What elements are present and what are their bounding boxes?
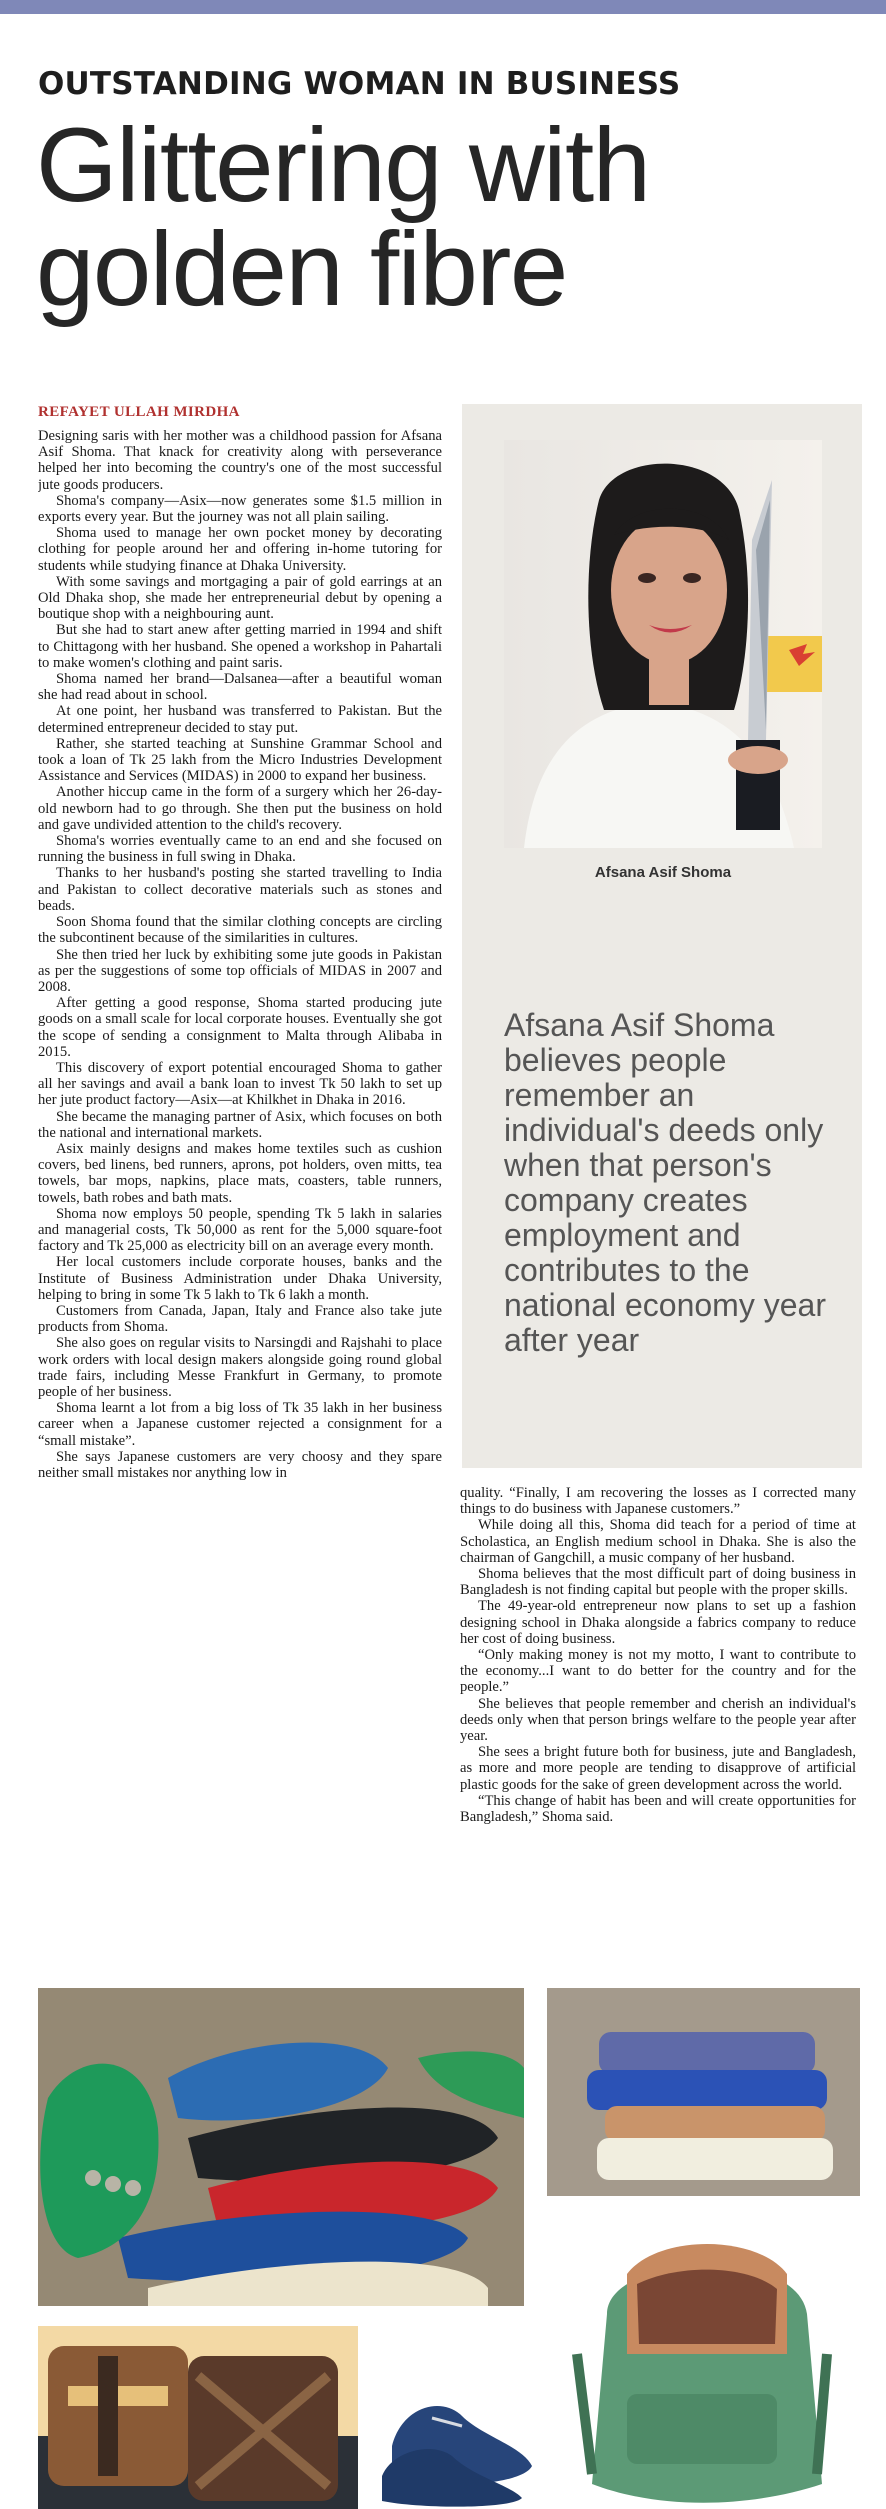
article-paragraph: This discovery of export potential encouraged Shoma to gather all her savings and avail a bank loan to invest Tk 50 lakh to set up her jute product factory—Asix—at Khilkhet in Dhaka in 2016. xyxy=(38,1059,442,1109)
article-paragraph: She sees a bright future both for business, jute and Bangladesh, as more and more people are tending to disapprove of artificial plastic goods for the sake of green development across the world. xyxy=(460,1744,856,1793)
article-paragraph: She believes that people remember and cherish an individual's deeds only when that person brings welfare to the people year after year. xyxy=(460,1695,856,1745)
article-paragraph: She became the managing partner of Asix, which focuses on both the national and international markets. xyxy=(38,1108,442,1141)
article-paragraph: The 49-year-old entrepreneur now plans to set up a fashion designing school in Dhaka alongside a fabrics company to reduce her cost of doing business. xyxy=(460,1598,856,1647)
article-paragraph: She says Japanese customers are very choosy and they spare neither small mistakes nor anything low in xyxy=(38,1448,442,1481)
headline xyxy=(36,107,650,328)
article-paragraph: “This change of habit has been and will create opportunities for Bangladesh,” Shoma said. xyxy=(460,1792,856,1826)
headline-line-2: golden fibre xyxy=(36,210,567,328)
article-paragraph: Shoma's company—Asix—now generates some $1.5 million in exports every year. But the journey was not all plain sailing. xyxy=(38,492,442,526)
article-paragraph: While doing all this, Shoma did teach for a period of time at Scholastica, an English medium school in Dhaka. She is also the chairman of Gangchill, a music company of her husband. xyxy=(460,1517,856,1566)
article-paragraph: Her local customers include corporate houses, banks and the Institute of Business Administration under Dhaka University, helping to bring in some Tk 5 lakh to Tk 6 lakh a month. xyxy=(38,1254,442,1303)
article-paragraph: Asix mainly designs and makes home textiles such as cushion covers, bed linens, bed runners, aprons, pot holders, oven mitts, tea towels, bar mops, napkins, place mats, coasters, table runners, towels, bath robes and bath mats. xyxy=(38,1140,442,1206)
article-paragraph: But she had to start anew after getting married in 1994 and shift to Chittagong with her husband. She opened a workshop in Pahartali to make women's clothing and paint saris. xyxy=(38,622,442,671)
article-paragraph: quality. “Finally, I am recovering the losses as I corrected many things to do business with Japanese customers.” xyxy=(460,1485,856,1518)
article-paragraph: Customers from Canada, Japan, Italy and France also take jute products from Shoma. xyxy=(38,1302,442,1336)
article-paragraph: At one point, her husband was transferred to Pakistan. But the determined entrepreneur decided to stay put. xyxy=(38,703,442,736)
article-paragraph: Thanks to her husband's posting she started travelling to India and Pakistan to collect decorative materials such as stones and beads. xyxy=(38,865,442,914)
byline: REFAYET ULLAH MIRDHA xyxy=(38,404,240,420)
article-paragraph: She then tried her luck by exhibiting some jute goods in Pakistan as per the suggestions of some top officials of MIDAS in 2007 and 2008. xyxy=(38,946,442,995)
article-paragraph: After getting a good response, Shoma started producing jute goods on a small scale for local corporate houses. Eventually she got the scope of sending a consignment to Malta through Alibaba in 2015. xyxy=(38,995,442,1060)
article-paragraph: With some savings and mortgaging a pair of gold earrings at an Old Dhaka shop, she made her entrepreneurial debut by opening a boutique shop with a neighbouring aunt. xyxy=(38,573,442,623)
article-paragraph: Designing saris with her mother was a childhood passion for Afsana Asif Shoma. That knack for creativity along with perseverance helped her into becoming the country's one of the most successful jute goods producers. xyxy=(38,428,442,493)
pull-quote: Afsana Asif Shoma believes people remember an individual's deeds only when that person's company creates employment and contributes to the national economy year after year xyxy=(504,1007,826,1358)
article-paragraph: Shoma learnt a lot from a big loss of Tk 35 lakh in her business career when a Japanese customer rejected a consignment for a “small mistake”. xyxy=(38,1400,442,1449)
article-paragraph: Shoma believes that the most difficult part of doing business in Bangladesh is not finding capital but people with the proper skills. xyxy=(460,1566,856,1599)
article-paragraph: Shoma used to manage her own pocket money by decorating clothing for people around her and offering in-home tutoring for students while studying finance at Dhaka University. xyxy=(38,525,442,574)
article-paragraph: Shoma now employs 50 people, spending Tk 5 lakh in salaries and managerial costs, Tk 50,000 as rent for the 5,000 square-foot factory and Tk 25,000 as electricity bill on an average every month. xyxy=(38,1205,442,1255)
backpack-photo xyxy=(547,2214,860,2509)
sidebar-panel xyxy=(462,404,862,1468)
towels-photo xyxy=(547,1988,860,2196)
cushions-photo xyxy=(38,2326,358,2509)
article-column-1 xyxy=(38,428,442,1966)
top-rule xyxy=(0,0,886,14)
article-paragraph: “Only making money is not my motto, I want to contribute to the economy...I want to do better for the country and for the people.” xyxy=(460,1647,856,1696)
denim-shoes-photo xyxy=(372,2326,547,2509)
headline-line-1: Glittering with xyxy=(36,107,650,224)
article-paragraph: Soon Shoma found that the similar clothing concepts are circling the subcontinent because of the similarities in cultures. xyxy=(38,914,442,947)
article-paragraph: She also goes on regular visits to Narsingdi and Rajshahi to place work orders with local design makers alongside going round global trade fairs, including Messe Frankfurt in Germany, to promote people of her business. xyxy=(38,1335,442,1400)
article-paragraph: Shoma named her brand—Dalsanea—after a beautiful woman she had read about in school. xyxy=(38,671,442,704)
article-column-2 xyxy=(460,1485,856,1965)
portrait-photo xyxy=(504,440,822,848)
article-paragraph: Rather, she started teaching at Sunshine Grammar School and took a loan of Tk 25 lakh from the Micro Industries Development Assistance and Services (MIDAS) in 2000 to expand her business. xyxy=(38,735,442,785)
article-paragraph: Another hiccup came in the form of a surgery which her 26-day-old newborn had to go through. She then put the business on hold and gave undivided attention to the child's recovery. xyxy=(38,784,442,833)
article-paragraph: Shoma's worries eventually came to an end and she focused on running the business in full swing in Dhaka. xyxy=(38,833,442,866)
section-kicker: OUTSTANDING WOMAN IN BUSINESS xyxy=(38,66,681,102)
jute-shoes-photo xyxy=(38,1988,524,2306)
photo-caption: Afsana Asif Shoma xyxy=(594,864,732,881)
